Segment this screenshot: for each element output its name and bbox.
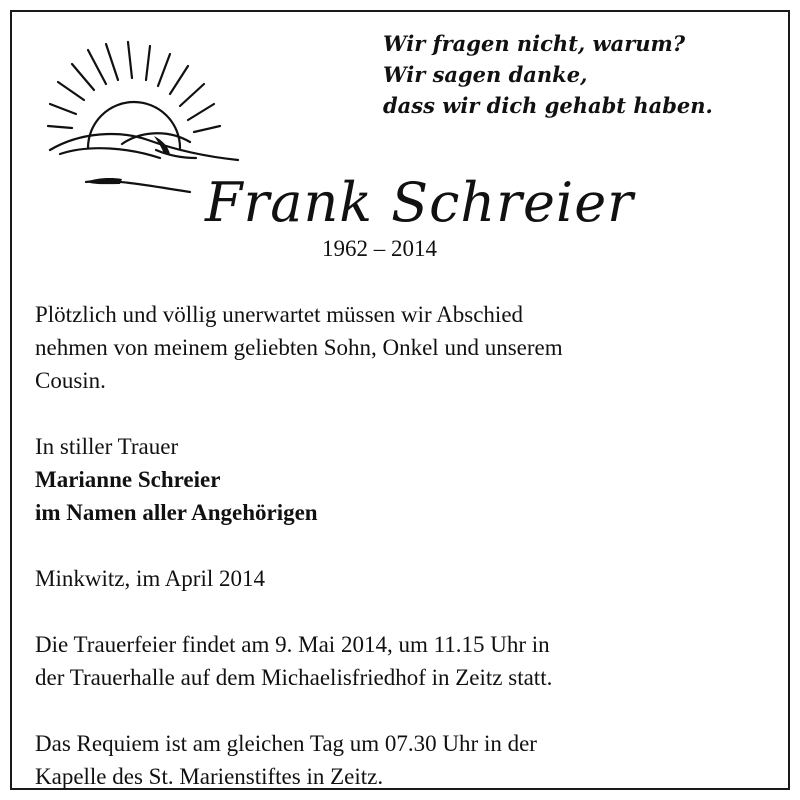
requiem-line-2: Kapelle des St. Marienstiftes in Zeitz. <box>35 764 384 789</box>
quote-line-2: Wir sagen danke, <box>383 62 588 87</box>
deceased-name: Frank Schreier <box>205 171 634 234</box>
requiem-line-1: Das Requiem ist am gleichen Tag um 07.30 Uhr in der <box>35 731 537 756</box>
quote <box>383 28 783 121</box>
mourning-line: In stiller Trauer <box>35 434 179 459</box>
quote-line-3: dass wir dich gehabt haben. <box>383 93 713 118</box>
quote-line-1: Wir fragen nicht, warum? <box>383 31 686 56</box>
place-date: Minkwitz, im April 2014 <box>35 566 265 591</box>
intro-line-2: nehmen von meinem geliebten Sohn, Onkel und unserem <box>35 335 563 360</box>
ceremony-line-1: Die Trauerfeier findet am 9. Mai 2014, um 11.15 Uhr in <box>35 632 550 657</box>
intro-line-1: Plötzlich und völlig unerwartet müssen wir Abschied <box>35 302 524 327</box>
mourner-family: im Namen aller Angehörigen <box>35 500 318 525</box>
intro-line-3: Cousin. <box>35 368 106 393</box>
ceremony-line-2: der Trauerhalle auf dem Michaelisfriedhof in Zeitz statt. <box>35 665 553 690</box>
mourner-name: Marianne Schreier <box>35 467 221 492</box>
life-dates: 1962 – 2014 <box>322 236 437 261</box>
notice-body <box>35 298 775 793</box>
